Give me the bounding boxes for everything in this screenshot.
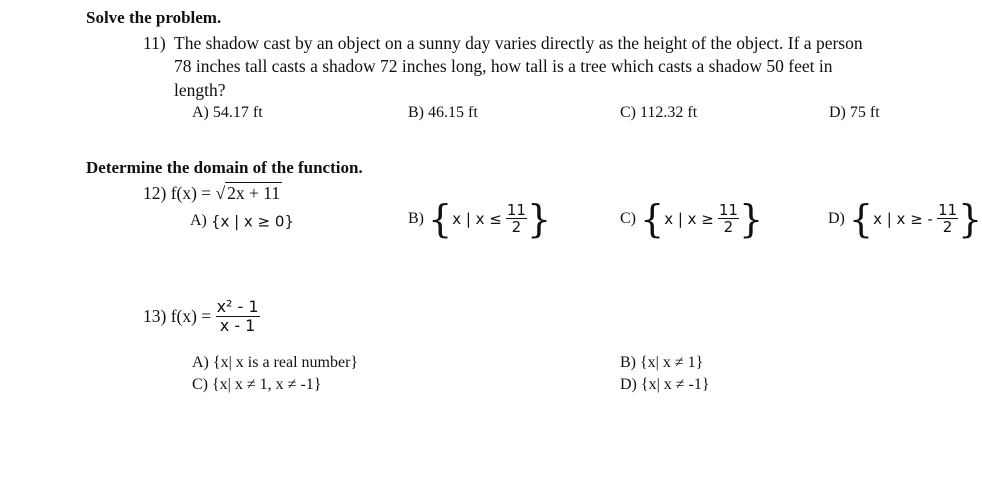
q13-choice-b: B) {x| x ≠ 1} — [620, 354, 704, 371]
question-11-number: 11) — [143, 33, 166, 53]
q12-choice-d-label: D) — [828, 210, 845, 227]
q12-choice-d-body: x | x ≥ - — [873, 210, 933, 228]
q12-choice-d-open-brace: { — [848, 197, 874, 241]
q12-choice-d-numerator: 11 — [937, 200, 958, 219]
q13-choice-d: D) {x| x ≠ -1} — [620, 376, 710, 393]
q13-lhs: 13) f(x) = — [143, 306, 216, 326]
q12-choice-b-open-brace: { — [428, 197, 453, 241]
q12-choice-b-close-brace: } — [526, 197, 552, 241]
q12-choice-d-fraction — [937, 202, 958, 237]
q13-choice-a: A) {x| x is a real number} — [192, 354, 359, 371]
q12-choice-c-close-brace: } — [738, 197, 764, 241]
q12-choice-c-denominator: 2 — [723, 218, 734, 237]
q12-choice-c-fraction — [718, 202, 739, 237]
q12-choice-d-close-brace: } — [958, 197, 982, 241]
q12-choice-c — [620, 197, 764, 241]
q12-lhs: 12) f(x) = — [143, 183, 216, 203]
q11-choice-d: D) 75 ft — [829, 104, 880, 121]
q12-choice-c-body: x | x ≥ — [664, 210, 714, 228]
q13-fraction — [216, 298, 260, 335]
q11-choice-b: B) 46.15 ft — [408, 104, 478, 121]
q12-choice-a-label: A) — [190, 212, 207, 229]
q12-choice-c-label: C) — [620, 210, 636, 227]
q12-choice-a — [190, 212, 294, 230]
question-11-line-3: length? — [174, 80, 226, 100]
q12-choice-b-denominator: 2 — [511, 218, 522, 237]
q12-radicand: 2x + 11 — [227, 183, 281, 203]
question-11-line-2: 78 inches tall casts a shadow 72 inches long, how tall is a tree which casts a shadow 50 feet in — [174, 56, 833, 76]
question-11-line-1: The shadow cast by an object on a sunny day varies directly as the height of the object. If a person — [174, 33, 863, 53]
q12-choice-c-numerator: 11 — [718, 200, 738, 219]
question-13-function — [143, 298, 260, 335]
q13-denominator: x - 1 — [219, 315, 256, 335]
q12-choice-d — [828, 197, 982, 241]
q11-choice-c: C) 112.32 ft — [620, 104, 698, 121]
q12-choice-b-fraction — [506, 202, 527, 237]
section-heading-solve: Solve the problem. — [86, 8, 222, 27]
q12-choice-d-denominator: 2 — [942, 218, 953, 237]
q12-choice-c-open-brace: { — [640, 197, 665, 241]
q12-choice-a-close-brace: } — [284, 212, 294, 231]
q12-sqrt: √ 2x + 11 — [215, 183, 281, 203]
q12-choice-b-label: B) — [408, 210, 424, 227]
q12-choice-b — [408, 197, 552, 241]
q13-numerator: x² - 1 — [216, 297, 259, 316]
q13-choice-c: C) {x| x ≠ 1, x ≠ -1} — [192, 376, 322, 393]
q12-choice-a-open-brace: { — [210, 212, 221, 231]
question-12-function — [143, 183, 282, 204]
q12-choice-a-set — [211, 212, 294, 230]
q12-choice-b-body: x | x ≤ — [452, 210, 502, 228]
q12-choice-a-body: x | x ≥ 0 — [220, 212, 285, 231]
section-heading-domain: Determine the domain of the function. — [86, 158, 363, 177]
q12-choice-b-numerator: 11 — [506, 200, 526, 219]
q11-choice-a: A) 54.17 ft — [192, 104, 263, 121]
